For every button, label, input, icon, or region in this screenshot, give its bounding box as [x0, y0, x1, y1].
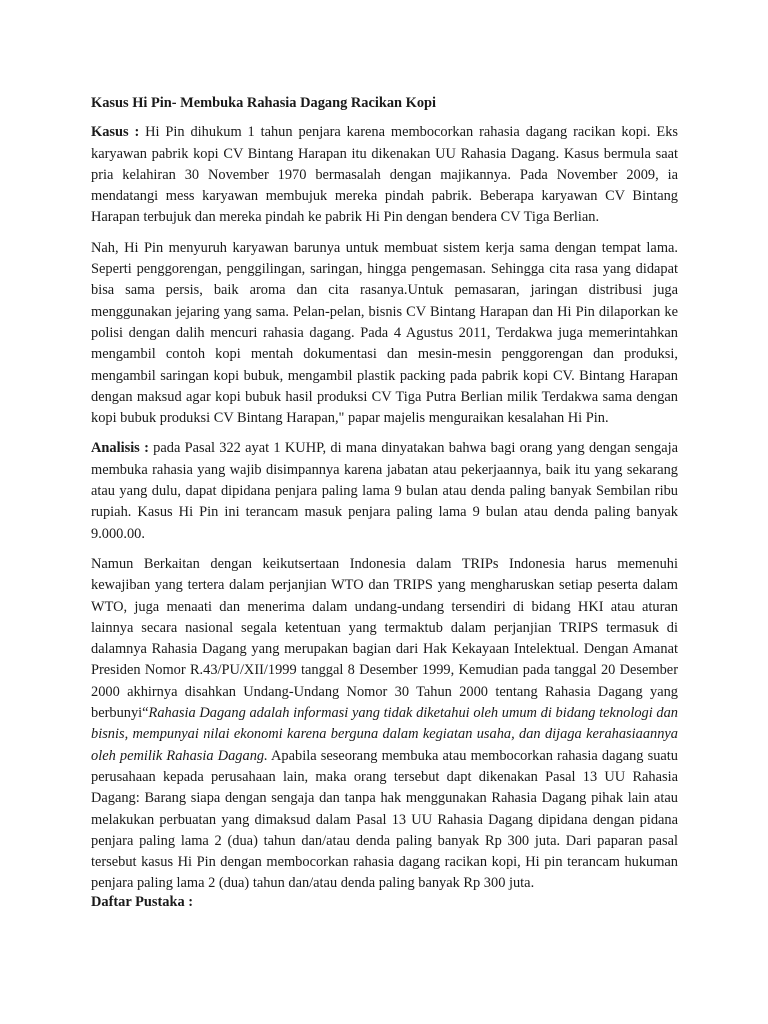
analisis-text: pada Pasal 322 ayat 1 KUHP, di mana dinyatakan bahwa bagi orang yang dengan sengaja membuka rahasia yang wajib disimpannya karena jabatan atau pekerjaannya, baik itu yang sekarang atau yang dulu, dapat dipidana penjara paling lama 9 bulan atau denda paling banyak Sembilan ribu rupiah. Kasus Hi Pin ini terancam masuk penjara paling lama 9 bulan atau denda paling banyak 9.000.00. [91, 440, 678, 542]
analisis-label: Analisis : [91, 440, 149, 457]
references-heading: Daftar Pustaka : [91, 894, 194, 910]
legal-definition-quote: Rahasia Dagang adalah informasi yang tidak diketahui oleh umum di bidang teknologi dan bisnis, mempunyai nilai ekonomi karena berguna dalam kegiatan usaha, dan dijaga kerahasiaannya oleh pemilik Rahasia Dagang. [91, 705, 678, 764]
document-title: Kasus Hi Pin- Membuka Rahasia Dagang Racikan Kopi [91, 95, 437, 111]
paragraph-2: Nah, Hi Pin menyuruh karyawan barunya untuk membuat sistem kerja sama dengan tempat lama. Seperti penggorengan, penggilingan, saringan, hingga pengemasan. Sehingga cita rasa yang didapat bisa sama persis, baik aroma dan cita rasanya.Untuk pemasaran, jaringan distribusi juga menggunakan jejaring yang sama. Pelan-pelan, bisnis CV Bintang Harapan dan Hi Pin dilaporkan ke polisi dengan dalih mencuri rahasia dagang. Pada 4 Agustus 2011, Terdakwa juga memerintahkan mengambil contoh kopi mentah dokumentasi dan mesin-mesin penggorengan dan produksi, mengambil saringan kopi bubuk, mengambil plastik packing pada pabrik kopi CV. Bintang Harapan dengan maksud agar kopi bubuk hasil produksi CV Tiga Putra Berlian milik Terdakwa sama dengan kopi bubuk produksi CV Bintang Harapan," papar majelis menguraikan kesalahan Hi Pin. [91, 239, 678, 427]
paragraph-kasus [91, 122, 678, 228]
paragraph-4-before-quote: Namun Berkaitan dengan keikutsertaan Indonesia dalam TRIPs Indonesia harus memenuhi kewajiban yang tertera dalam perjanjian WTO dan TRIPS yang mengharuskan setiap peserta dalam WTO, juga menaati dan menerima dalam undang-undang tersendiri di bidang HKI atau aturan lainnya secara nasional segala ketentuan yang termaktub dalam perjanjian TRIPS termasuk di dalamnya Rahasia Dagang yang merupakan bagian dari Hak Kekayaan Intelektual. Dengan Amanat Presiden Nomor R.43/PU/XII/1999 tanggal 8 Desember 1999, Kemudian pada tanggal 20 Desember 2000 akhirnya disahkan Undang-Undang Nomor 30 Tahun 2000 tentang Rahasia Dagang yang berbunyi“ [91, 555, 678, 722]
paragraph-4 [91, 554, 678, 895]
kasus-label: Kasus : [91, 124, 140, 141]
paragraph-analisis [91, 438, 678, 544]
kasus-text: Hi Pin dihukum 1 tahun penjara karena membocorkan rahasia dagang racikan kopi. Eks karyawan pabrik kopi CV Bintang Harapan itu dikenakan UU Rahasia Dagang. Kasus bermula saat pria kelahiran 30 November 1970 bermasalah dengan majikannya. Pada November 2009, ia mendatangi mess karyawan membujuk mereka pindah pabrik. Beberapa karyawan CV Bintang Harapan terbujuk dan mereka pindah ke pabrik Hi Pin dengan bendera CV Tiga Berlian. [91, 124, 678, 226]
document-body [91, 93, 678, 904]
paragraph-4-after-quote: Apabila seseorang membuka atau membocorkan rahasia dagang suatu perusahaan kepada perusahaan lain, maka orang tersebut dapt dikenakan Pasal 13 UU Rahasia Dagang: Barang siapa dengan sengaja dan tanpa hak menggunakan Rahasia Dagang pihak lain atau melakukan perbuatan yang dimaksud dalam Pasal 13 UU Rahasia Dagang dipidana dengan pidana penjara paling lama 2 (dua) tahun dan/atau denda paling banyak Rp 300 juta. Dari paparan pasal tersebut kasus Hi Pin dengan membocorkan rahasia dagang racikan kopi, Hi pin terancam hukuman penjara paling lama 2 (dua) tahun dan/atau denda paling banyak Rp 300 juta. [91, 747, 678, 892]
